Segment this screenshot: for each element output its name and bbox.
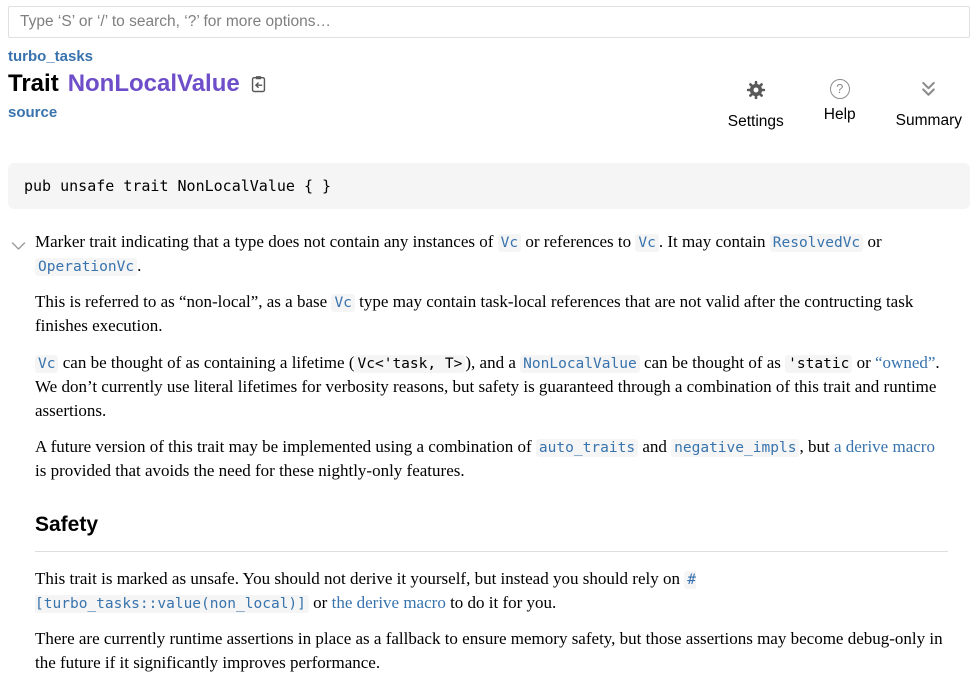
copy-path-button[interactable] (249, 74, 268, 97)
double-chevron-down-icon (918, 79, 939, 105)
trait-name: NonLocalValue (67, 70, 240, 97)
breadcrumb (8, 48, 970, 65)
settings-label: Settings (727, 113, 784, 130)
text-link[interactable]: “owned” (875, 352, 936, 372)
inline-code-link[interactable]: Vc (331, 292, 354, 311)
inline-code-link[interactable]: auto_traits (536, 437, 638, 456)
collapse-toggle[interactable] (11, 235, 26, 259)
doc-blocks (35, 230, 948, 675)
doc-paragraph: A future version of this trait may be implemented using a combination of auto_traits and negative_impls , but a derive macro is provided that avoids the need for these nightly-only features. (35, 436, 935, 480)
doc-paragraph: Vc can be thought of as containing a lifetime ( Vc<'task, T> ), and a NonLocalValue can be thought of as 'static or “owned”. We don’t currently use literal lifetimes for verbosity reasons, but safety is guaranteed through a combination of this trait and runtime assertions. (35, 352, 940, 420)
summary-button[interactable] (896, 79, 962, 131)
help-button[interactable] (824, 79, 856, 131)
summary-label: Summary (895, 112, 962, 129)
chevron-down-icon (11, 237, 26, 256)
docblock (35, 230, 948, 675)
inline-code-link[interactable]: #[turbo_tasks::value(non_local)] (35, 571, 696, 613)
doc-paragraph: There are currently runtime assertions in place as a fallback to ensure memory safety, but those assertions may become debug-only in the future if it significantly improves performance. (35, 629, 943, 673)
search-input[interactable] (8, 6, 970, 38)
settings-button[interactable] (728, 79, 784, 131)
section-heading-safety: Safety (35, 510, 948, 552)
inline-code: 'static (785, 355, 852, 373)
inline-code-link[interactable]: OperationVc (35, 256, 137, 275)
inline-code-link[interactable]: Vc (35, 353, 58, 372)
item-kind-label: Trait (8, 70, 59, 97)
text-link[interactable]: a derive macro (833, 436, 935, 456)
inline-code-link[interactable]: Vc (635, 232, 658, 251)
text-link[interactable]: the derive macro (331, 593, 446, 613)
inline-code-link[interactable]: Vc (498, 232, 521, 251)
breadcrumb-crate-link[interactable]: turbo_tasks (8, 48, 94, 65)
inline-code-link[interactable]: NonLocalValue (520, 353, 640, 372)
help-question-icon: ? (830, 79, 850, 99)
gear-icon (745, 79, 767, 106)
inline-code: Vc<'task, T> (354, 355, 465, 373)
doc-paragraph: This trait is marked as unsafe. You should not derive it yourself, but instead you should rely on #[turbo_tasks::value(non_local)] or the derive macro to do it for you. (35, 568, 696, 613)
page-title (8, 70, 268, 99)
heading-row (8, 65, 970, 131)
help-label: Help (823, 106, 856, 123)
clipboard-copy-icon (249, 74, 268, 97)
inline-code-link[interactable]: ResolvedVc (770, 232, 863, 251)
utility-buttons (728, 79, 962, 131)
title-block (8, 65, 268, 122)
doc-paragraph: Marker trait indicating that a type does not contain any instances of Vc or references to Vc . It may contain ResolvedVc or OperationVc . (35, 232, 882, 276)
main-content (0, 48, 978, 675)
inline-code-link[interactable]: negative_impls (671, 437, 799, 456)
doc-paragraph: This is referred to as “non-local”, as a base Vc type may contain task-local references that are not valid after the contructing task finishes execution. (35, 292, 914, 336)
source-link[interactable]: source (8, 103, 58, 121)
trait-declaration-code: pub unsafe trait NonLocalValue { } (8, 163, 970, 209)
search-bar (0, 0, 978, 38)
